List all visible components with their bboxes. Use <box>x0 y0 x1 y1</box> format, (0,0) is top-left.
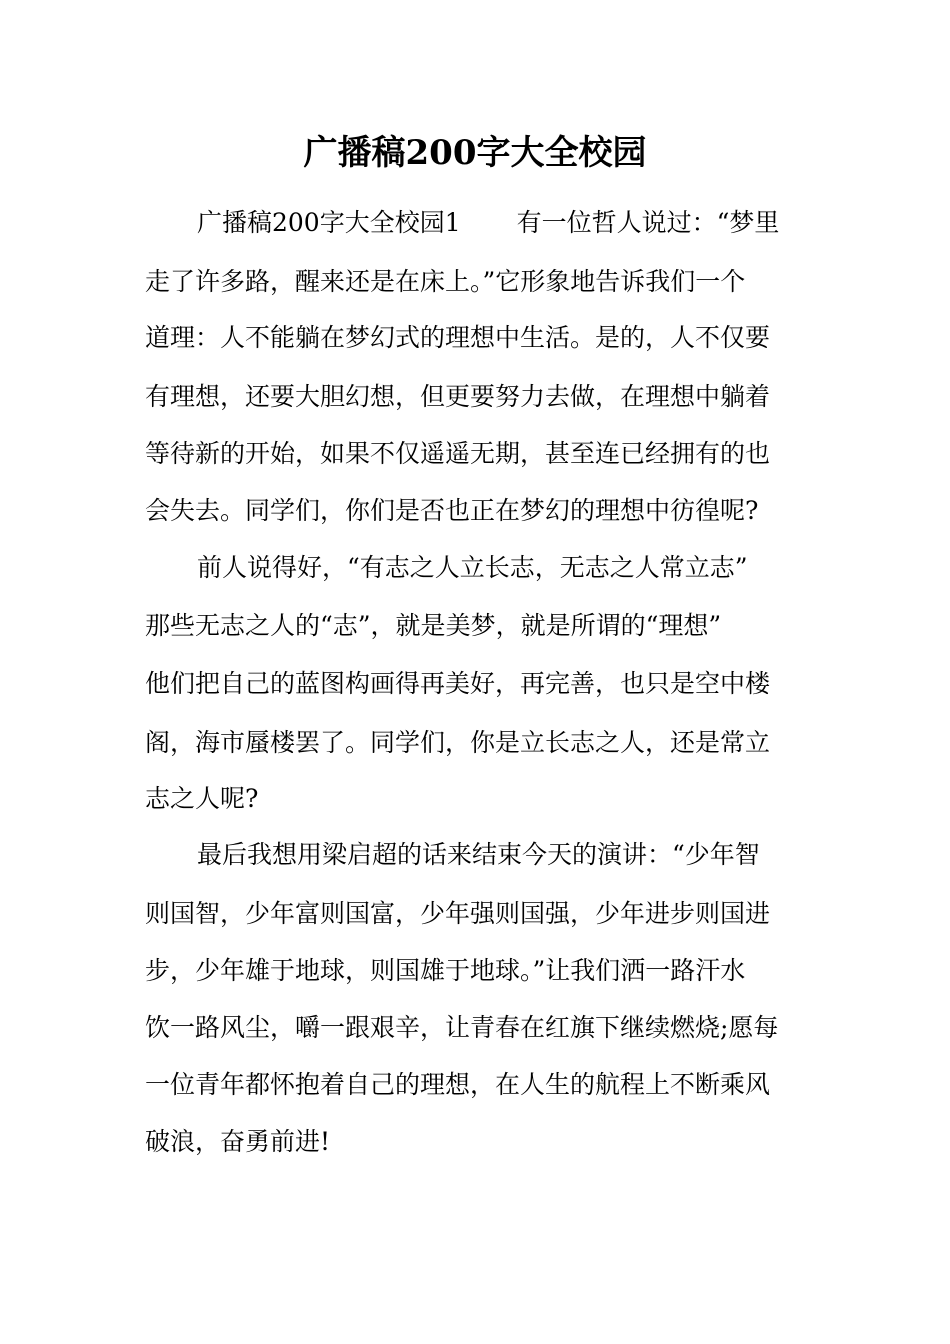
section-heading: 广播稿200字大全校园1 <box>197 208 461 237</box>
text-line: 步，少年雄于地球，则国雄于地球。”让我们洒一路汗水 <box>145 956 746 985</box>
text-line: 那些无志之人的“志”，就是美梦，就是所谓的“理想” <box>145 611 722 640</box>
text-line: 走了许多路，醒来还是在床上。”它形象地告诉我们一个 <box>145 267 746 296</box>
text-line: 他们把自己的蓝图构画得再美好，再完善，也只是空中楼 <box>145 669 771 698</box>
text-line: 破浪，奋勇前进! <box>145 1127 331 1156</box>
text-line: 有理想，还要大胆幻想，但更要努力去做，在理想中躺着 <box>145 382 771 411</box>
text-line: 前人说得好，“有志之人立长志，无志之人常立志” <box>197 553 748 582</box>
text-line: 则国智，少年富则国富，少年强则国强，少年进步则国进 <box>145 899 771 928</box>
document-title: 广播稿200字大全校园 <box>303 133 647 173</box>
text-line: 饮一路风尘，嚼一跟艰辛，让青春在红旗下继续燃烧;愿每 <box>145 1013 779 1042</box>
text-line: 道理：人不能躺在梦幻式的理想中生活。是的，人不仅要 <box>145 323 771 352</box>
text-line: 志之人呢? <box>145 784 259 813</box>
text-line: 会失去。同学们，你们是否也正在梦幻的理想中彷徨呢? <box>145 496 759 525</box>
text-line: 等待新的开始，如果不仅遥遥无期，甚至连已经拥有的也 <box>145 439 771 468</box>
text-line: 一位青年都怀抱着自己的理想，在人生的航程上不断乘风 <box>145 1070 771 1099</box>
text-line <box>197 203 810 243</box>
line-text: 有一位哲人说过：“梦里 <box>516 208 780 237</box>
text-line: 阁，海市蜃楼罢了。同学们，你是立长志之人，还是常立 <box>145 728 771 757</box>
text-line: 最后我想用梁启超的话来结束今天的演讲：“少年智 <box>197 840 760 869</box>
